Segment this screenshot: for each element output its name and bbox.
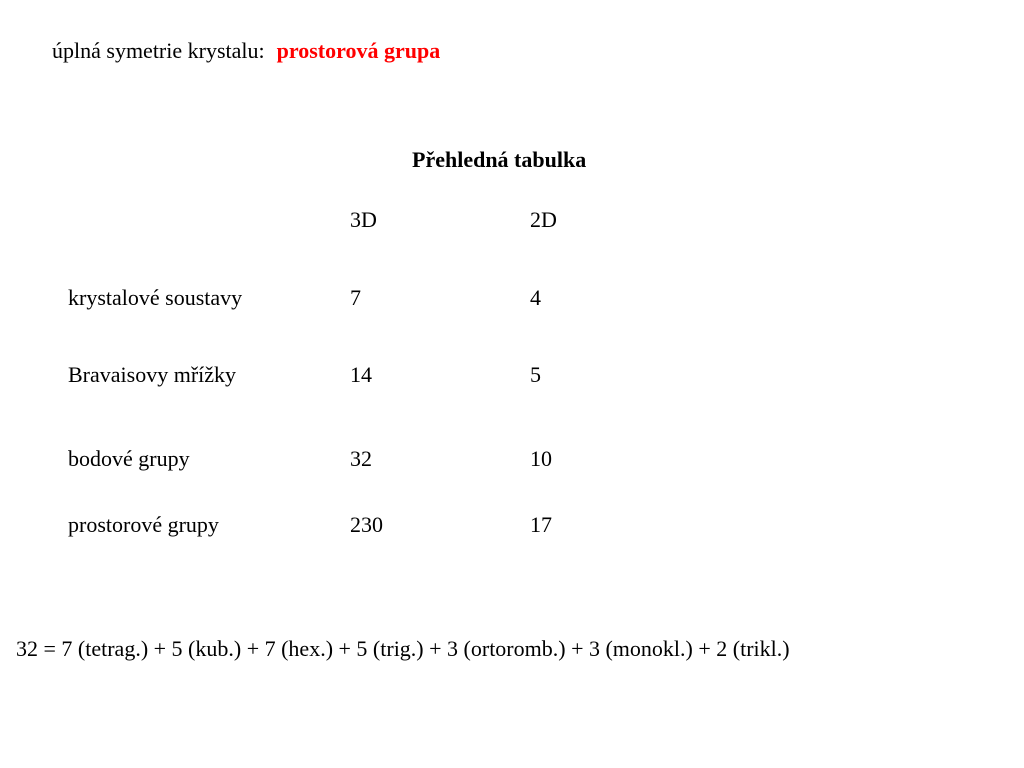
heading-prefix: úplná symetrie krystalu: (52, 38, 265, 63)
row-label-space-groups: prostorové grupy (68, 512, 219, 537)
cell-point-groups-2d: 10 (530, 446, 552, 471)
table-title: Přehledná tabulka (412, 147, 587, 172)
row-label-bravais-lattices: Bravaisovy mřížky (68, 362, 237, 387)
cell-point-groups-3d: 32 (350, 446, 372, 471)
cell-bravais-lattices-2d: 5 (530, 362, 541, 387)
point-groups-formula: 32 = 7 (tetrag.) + 5 (kub.) + 7 (hex.) + 5 (trig.) + 3 (ortoromb.) + 3 (monokl.) + 2 (trikl.) (16, 636, 790, 661)
column-header-3d: 3D (350, 207, 377, 232)
cell-space-groups-2d: 17 (530, 512, 552, 537)
heading-line (52, 38, 440, 64)
cell-space-groups-3d: 230 (350, 512, 383, 537)
cell-crystal-systems-3d: 7 (350, 285, 361, 310)
cell-bravais-lattices-3d: 14 (350, 362, 372, 387)
heading-highlight: prostorová grupa (276, 38, 441, 63)
cell-crystal-systems-2d: 4 (530, 285, 541, 310)
column-header-2d: 2D (530, 207, 557, 232)
row-label-point-groups: bodové grupy (68, 446, 190, 471)
row-label-crystal-systems: krystalové soustavy (68, 285, 243, 310)
